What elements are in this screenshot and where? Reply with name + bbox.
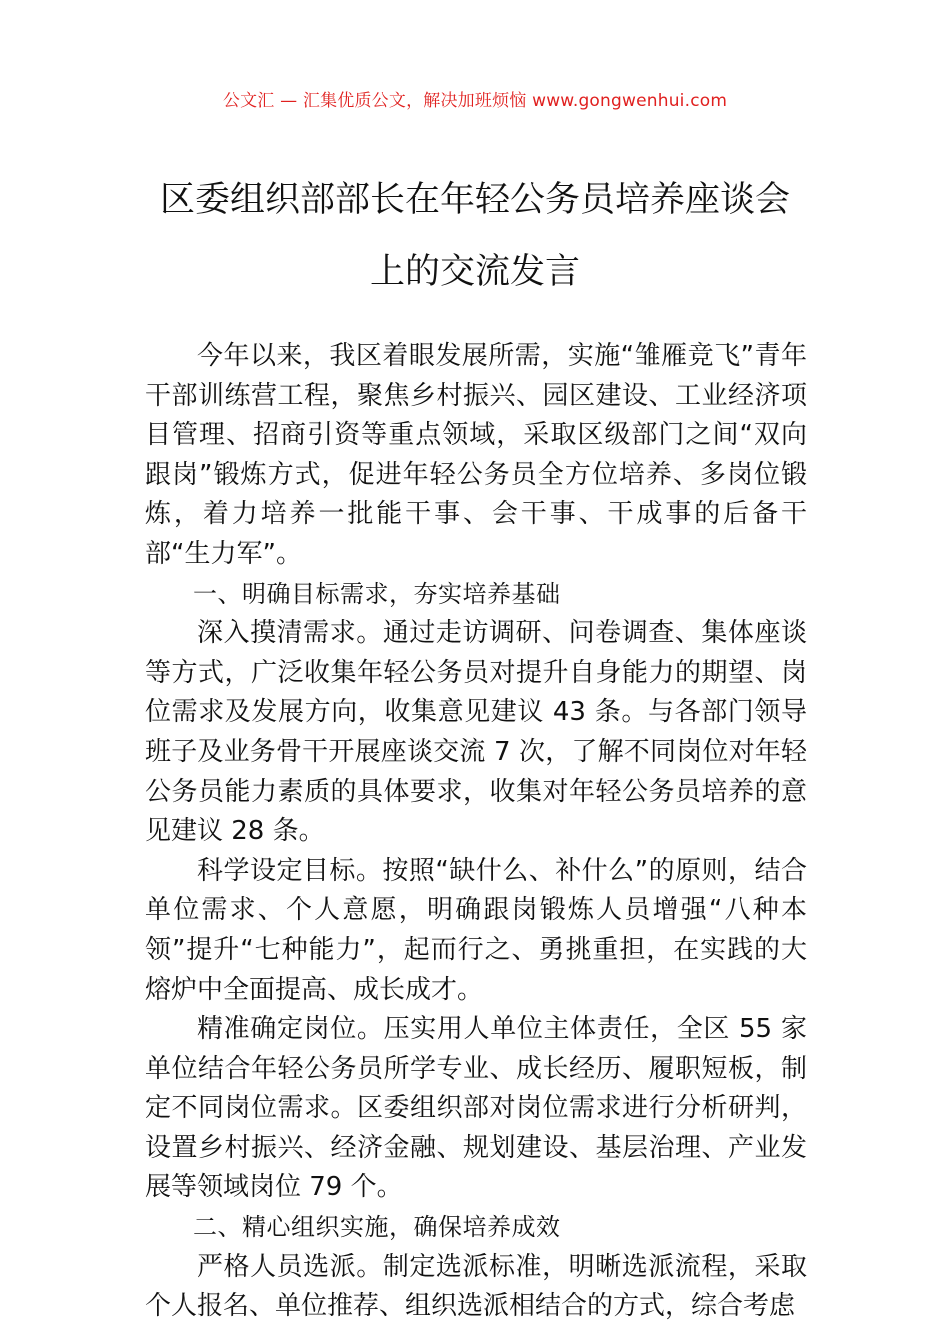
paragraph-goals: 科学设定目标。按照“缺什么、补什么”的原则，结合单位需求、个人意愿，明确跟岗锻炼人员增强“八种本领”提升“七种能力”，起而行之、勇挑重担，在实践的大熔炉中全面提高、成长成才。 (145, 855, 807, 1005)
document-title-line-2: 上的交流发言 (369, 252, 580, 292)
document-title-line-1: 区委组织部部长在年轻公务员培养座谈会 (159, 180, 790, 220)
section-heading-2: 二、精心组织实施，确保培养成效 (193, 1213, 561, 1242)
header-banner: 公文汇 — 汇集优质公文，解决加班烦恼 www.gongwenhui.com (222, 91, 728, 111)
paragraph-needs: 深入摸清需求。通过走访调研、问卷调查、集体座谈等方式，广泛收集年轻公务员对提升自身能力的期望、岗位需求及发展方向，收集意见建议 43 条。与各部门领导班子及业务骨干开展座谈交流 7 次，了解不同岗位对年轻公务员能力素质的具体要求，收集对年轻公务员培养的意见建议 28 条。 (145, 618, 807, 847)
section-heading-1: 一、明确目标需求，夯实培养基础 (193, 579, 561, 608)
paragraph-selection: 严格人员选派。制定选派标准，明晰选派流程，采取个人报名、单位推荐、组织选派相结合的方式，综合考虑 (145, 1251, 807, 1322)
document-body (145, 337, 807, 1327)
paragraph-intro: 今年以来，我区着眼发展所需，实施“雏雁竞飞”青年干部训练营工程，聚焦乡村振兴、园区建设、工业经济项目管理、招商引资等重点领域，采取区级部门之间“双向跟岗”锻炼方式，促进年轻公务员全方位培养、多岗位锻炼，着力培养一批能干事、会干事、干成事的后备干部“生力军”。 (145, 341, 807, 569)
paragraph-positions: 精准确定岗位。压实用人单位主体责任，全区 55 家单位结合年轻公务员所学专业、成长经历、履职短板，制定不同岗位需求。区委组织部对岗位需求进行分析研判，设置乡村振兴、经济金融、规划建设、基层治理、产业发展等领域岗位 79 个。 (145, 1014, 807, 1203)
